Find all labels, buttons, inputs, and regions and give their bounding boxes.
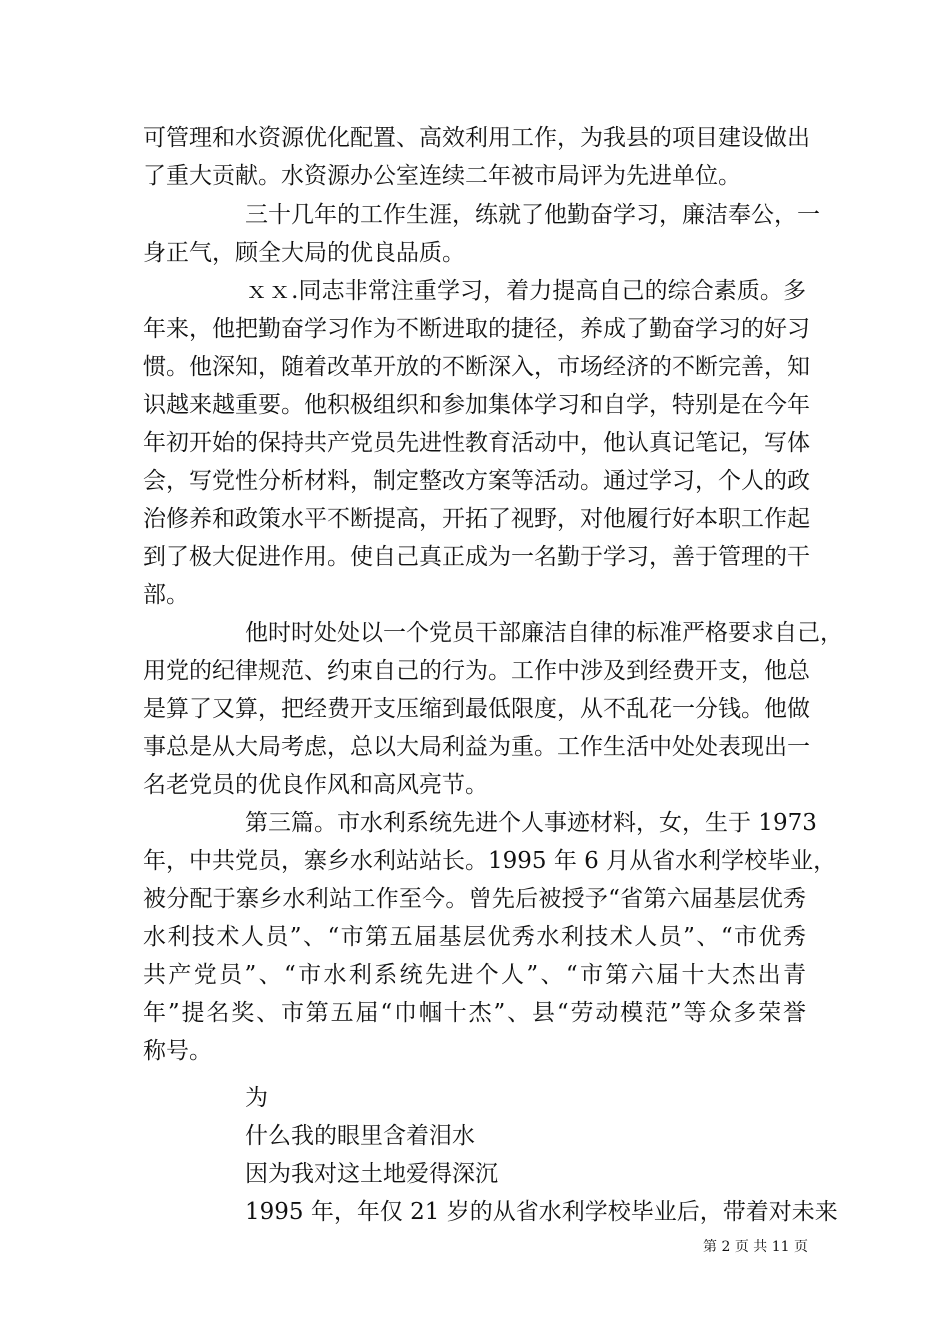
- body-text-line: 因为我对这土地爱得深沉: [245, 1161, 498, 1187]
- body-text-line: 年初开始的保持共产党员先进性教育活动中，他认真记笔记，写体: [143, 430, 810, 456]
- body-text-line: 识越来越重要。他积极组织和参加集体学习和自学，特别是在今年: [143, 392, 810, 418]
- body-text-line: 惯。他深知，随着改革开放的不断深入，市场经济的不断完善，知: [143, 354, 810, 380]
- body-text-line: 年来，他把勤奋学习作为不断进取的捷径，养成了勤奋学习的好习: [143, 316, 810, 342]
- body-text-line: 会，写党性分析材料，制定整改方案等活动。通过学习，个人的政: [143, 468, 810, 494]
- body-text-line: 1995 年，年仅 21 岁的从省水利学校毕业后，带着对未来: [245, 1199, 838, 1225]
- page-number-footer: 第 2 页 共 11 页: [703, 1239, 808, 1255]
- body-text-line: 可管理和水资源优化配置、高效利用工作，为我县的项目建设做出: [143, 125, 810, 151]
- body-text-line: 三十几年的工作生涯，练就了他勤奋学习，廉洁奉公，一: [245, 202, 820, 228]
- body-text-line: 称号。: [143, 1038, 212, 1064]
- body-text-line: 年”提名奖、市第五届“巾帼十杰”、县“劳动模范”等众多荣誉: [143, 1000, 806, 1026]
- body-text-line: 是算了又算，把经费开支压缩到最低限度，从不乱花一分钱。他做: [143, 696, 810, 722]
- body-text-line: 用党的纪律规范、约束自己的行为。工作中涉及到经费开支，他总: [143, 658, 810, 684]
- body-text-line: 水利技术人员”、“市第五届基层优秀水利技术人员”、“市优秀: [143, 924, 806, 950]
- body-text-line: 为: [245, 1085, 268, 1111]
- body-text-line: 年，中共党员，寨乡水利站站长。1995 年 6 月从省水利学校毕业，: [143, 848, 837, 874]
- body-text-line: ｘｘ.同志非常注重学习，着力提高自己的综合素质。多: [245, 278, 806, 304]
- body-text-line: 什么我的眼里含着泪水: [245, 1123, 475, 1149]
- body-text-line: 他时时处处以一个党员干部廉洁自律的标准严格要求自己，: [245, 620, 843, 646]
- body-text-line: 事总是从大局考虑，总以大局利益为重。工作生活中处处表现出一: [143, 734, 810, 760]
- body-text-line: 第三篇。市水利系统先进个人事迹材料，女，生于 1973: [245, 810, 817, 836]
- body-text-line: 身正气，顾全大局的优良品质。: [143, 240, 465, 266]
- body-text-line: 治修养和政策水平不断提高，开拓了视野，对他履行好本职工作起: [143, 506, 810, 532]
- body-text-line: 共产党员”、“市水利系统先进个人”、“市第六届十大杰出青: [143, 962, 806, 988]
- body-text-line: 部。: [143, 582, 189, 608]
- body-text-line: 被分配于寨乡水利站工作至今。曾先后被授予“省第六届基层优秀: [143, 886, 806, 912]
- body-text-line: 到了极大促进作用。使自己真正成为一名勤于学习，善于管理的干: [143, 544, 810, 570]
- body-text-line: 名老党员的优良作风和高风亮节。: [143, 772, 488, 798]
- body-text-line: 了重大贡献。水资源办公室连续二年被市局评为先进单位。: [143, 163, 741, 189]
